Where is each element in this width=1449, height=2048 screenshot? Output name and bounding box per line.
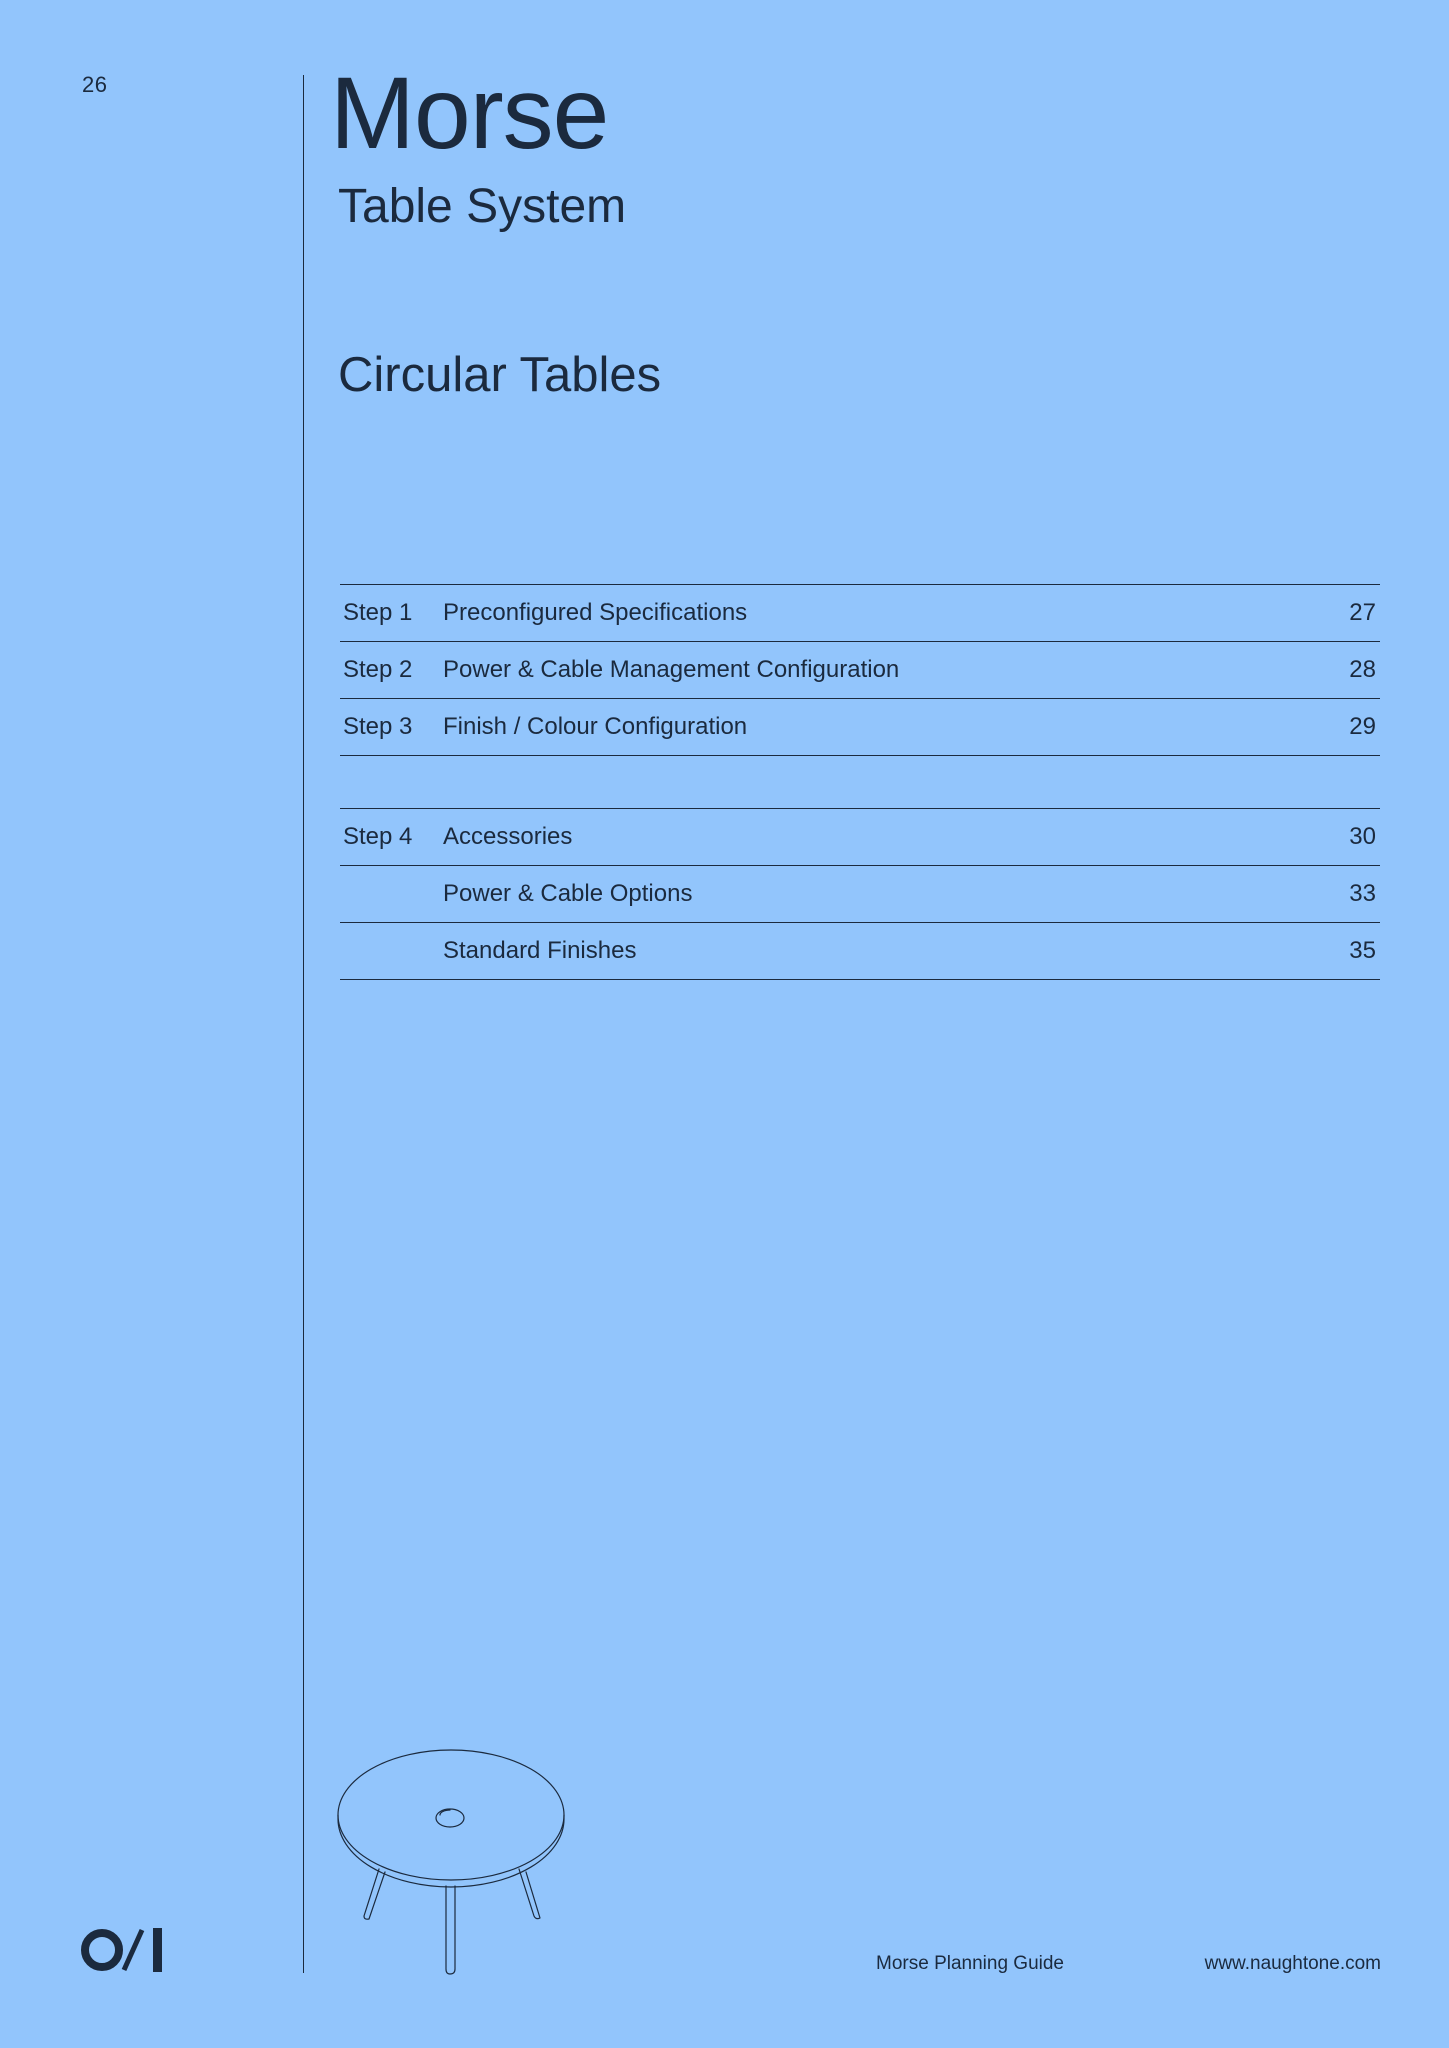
toc-row[interactable] <box>340 584 1380 641</box>
toc-group-appendix <box>340 808 1380 980</box>
toc-row[interactable] <box>340 698 1380 756</box>
toc-step-label: Step 2 <box>343 656 413 683</box>
toc-group-steps <box>340 584 1380 756</box>
page-number: 26 <box>82 72 108 97</box>
toc-entry-label: Power & Cable Management Configuration <box>443 656 900 683</box>
toc-page-number: 30 <box>1349 823 1376 850</box>
document-subtitle: Table System <box>338 180 627 233</box>
toc-entry-label: Finish / Colour Configuration <box>443 713 748 740</box>
round-table-illustration <box>336 1748 568 1978</box>
toc-step-label: Step 4 <box>343 823 413 850</box>
toc-row[interactable] <box>340 641 1380 698</box>
toc-page-number: 33 <box>1349 880 1376 907</box>
naughtone-logo <box>80 1926 168 1974</box>
toc-row[interactable] <box>340 865 1380 922</box>
section-title: Circular Tables <box>338 348 662 402</box>
vertical-divider <box>303 75 304 1973</box>
toc-entry-label: Accessories <box>443 823 573 850</box>
toc-page-number: 35 <box>1349 937 1376 964</box>
toc-page-number: 27 <box>1349 599 1376 626</box>
document-title: Morse <box>330 56 609 170</box>
footer-website-link[interactable]: www.naughtone.com <box>1204 1953 1381 1974</box>
toc-page-number: 28 <box>1349 656 1376 683</box>
toc-step-label: Step 3 <box>343 713 413 740</box>
footer-guide-title: Morse Planning Guide <box>876 1953 1064 1974</box>
toc-row[interactable] <box>340 808 1380 865</box>
toc-entry-label: Preconfigured Specifications <box>443 599 748 626</box>
toc-entry-label: Standard Finishes <box>443 937 637 964</box>
toc-row[interactable] <box>340 922 1380 980</box>
toc-page-number: 29 <box>1349 713 1376 740</box>
toc-step-label: Step 1 <box>343 599 413 626</box>
toc-entry-label: Power & Cable Options <box>443 880 693 907</box>
